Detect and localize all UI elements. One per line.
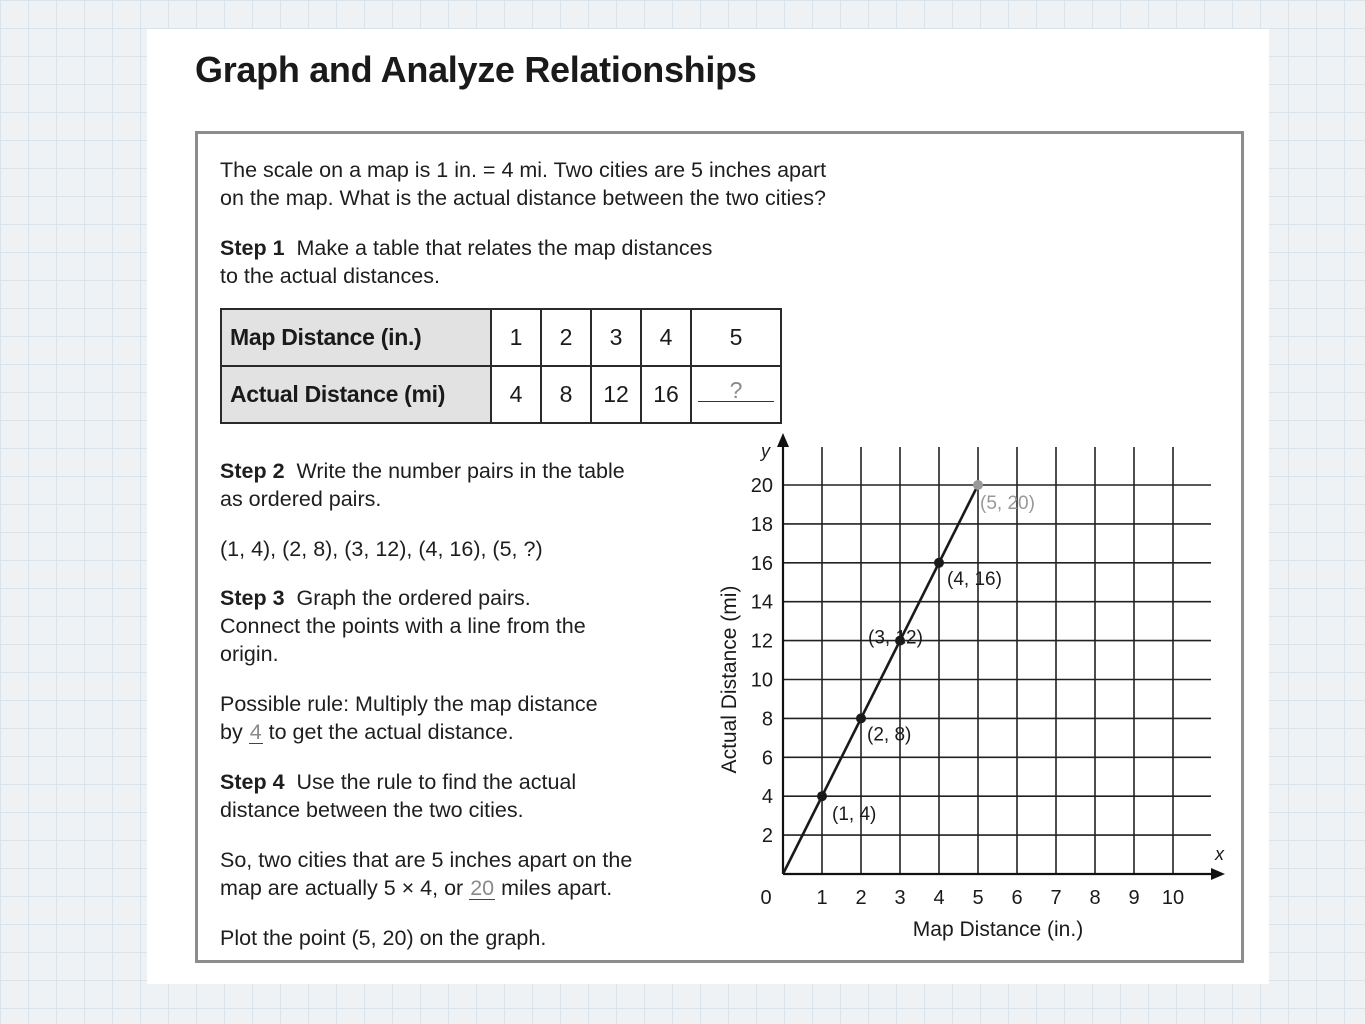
rule-post: to get the actual distance. <box>268 720 514 744</box>
step3-line-1 <box>220 584 531 613</box>
x-axis-title: Map Distance (in.) <box>912 918 1084 941</box>
data-point <box>973 480 983 490</box>
table-header-actual: Actual Distance (mi) <box>221 366 491 423</box>
conclusion-post: miles apart. <box>501 876 613 900</box>
x-tick-label: 7 <box>1050 887 1062 909</box>
problem-line-2: on the map. What is the actual distance between the two cities? <box>220 186 826 210</box>
plot-instruction: Plot the point (5, 20) on the graph. <box>220 926 547 950</box>
example-box <box>195 131 1244 963</box>
data-point-label: (2, 8) <box>867 724 912 746</box>
step2-text: Write the number pairs in the table <box>296 459 625 483</box>
worksheet-page <box>147 29 1269 984</box>
table-cell-unknown <box>691 366 781 423</box>
y-tick-label: 2 <box>761 825 773 848</box>
x-tick-label: 0 <box>760 887 772 909</box>
x-tick-label: 3 <box>894 887 906 909</box>
step2-label: Step 2 <box>220 459 285 483</box>
data-point-label: (3, 12) <box>868 627 923 649</box>
step3-line-3: origin. <box>220 642 279 666</box>
conclusion-line-1: So, two cities that are 5 inches apart on the <box>220 848 633 872</box>
table-cell: 8 <box>541 366 591 423</box>
x-tick-label: 10 <box>1161 887 1185 909</box>
data-point-label: (5, 20) <box>980 493 1035 514</box>
unknown-blank: ? <box>698 379 774 402</box>
table-row-actual <box>221 366 781 423</box>
step4-text: Use the rule to find the actual <box>296 770 577 794</box>
y-axis-title: Actual Distance (mi) <box>718 585 741 774</box>
step4-label: Step 4 <box>220 770 285 794</box>
distance-table <box>220 308 782 424</box>
x-tick-label: 1 <box>816 887 828 909</box>
rule-line-1: Possible rule: Multiply the map distance <box>220 692 598 716</box>
step3-label: Step 3 <box>220 586 285 610</box>
step1-text: Make a table that relates the map distances <box>296 236 713 260</box>
y-tick-label: 14 <box>750 591 773 614</box>
x-tick-label: 4 <box>933 887 945 909</box>
y-tick-label: 16 <box>750 552 773 575</box>
page-title: Graph and Analyze Relationships <box>195 49 757 90</box>
table-cell: 12 <box>591 366 641 423</box>
conclusion-pre: map are actually 5 × 4, or <box>220 876 464 900</box>
table-row-map <box>221 309 781 366</box>
step2-line-2: as ordered pairs. <box>220 487 382 511</box>
table-cell: 4 <box>491 366 541 423</box>
y-axis-letter: y <box>761 441 770 461</box>
step1-label: Step 1 <box>220 236 285 260</box>
y-tick-label: 8 <box>761 708 773 731</box>
table-cell: 2 <box>541 309 591 366</box>
x-axis-letter: x <box>1215 844 1224 864</box>
ordered-pairs: (1, 4), (2, 8), (3, 12), (4, 16), (5, ?) <box>220 537 543 561</box>
x-tick-label: 9 <box>1128 887 1140 909</box>
table-cell: 1 <box>491 309 541 366</box>
table-header-map: Map Distance (in.) <box>221 309 491 366</box>
step4-line-1 <box>220 768 576 797</box>
y-tick-label: 4 <box>761 786 773 809</box>
x-tick-label: 8 <box>1089 887 1101 909</box>
y-tick-label: 12 <box>750 630 773 653</box>
data-point <box>934 558 944 568</box>
step1-line-1 <box>220 234 712 263</box>
table-cell: 3 <box>591 309 641 366</box>
y-tick-label: 6 <box>761 747 773 770</box>
x-tick-label: 6 <box>1011 887 1023 909</box>
distance-graph <box>718 441 1228 962</box>
rule-pre: by <box>220 720 243 744</box>
step4-line-2: distance between the two cities. <box>220 798 524 822</box>
data-point <box>817 791 827 801</box>
rule-factor-blank: 4 <box>249 720 262 744</box>
x-tick-label: 2 <box>855 887 867 909</box>
data-point <box>856 713 866 723</box>
rule-line-2 <box>220 718 514 747</box>
step2-line-1 <box>220 457 625 486</box>
table-cell: 4 <box>641 309 691 366</box>
step3-line-2: Connect the points with a line from the <box>220 614 586 638</box>
table-cell: 5 <box>691 309 781 366</box>
step1-line-2: to the actual distances. <box>220 264 440 288</box>
data-point-label: (4, 16) <box>947 568 1002 590</box>
answer-blank: 20 <box>470 876 495 900</box>
table-cell: 16 <box>641 366 691 423</box>
x-axis-arrow <box>1211 868 1225 880</box>
conclusion-line-2 <box>220 874 612 903</box>
y-tick-label: 10 <box>750 669 773 692</box>
x-tick-label: 5 <box>972 887 984 909</box>
data-point-label: (1, 4) <box>832 804 877 826</box>
y-axis-arrow <box>777 433 789 447</box>
problem-line-1: The scale on a map is 1 in. = 4 mi. Two cities are 5 inches apart <box>220 158 827 182</box>
y-tick-label: 18 <box>750 513 773 536</box>
y-tick-label: 20 <box>750 475 773 497</box>
step3-text: Graph the ordered pairs. <box>296 586 531 610</box>
